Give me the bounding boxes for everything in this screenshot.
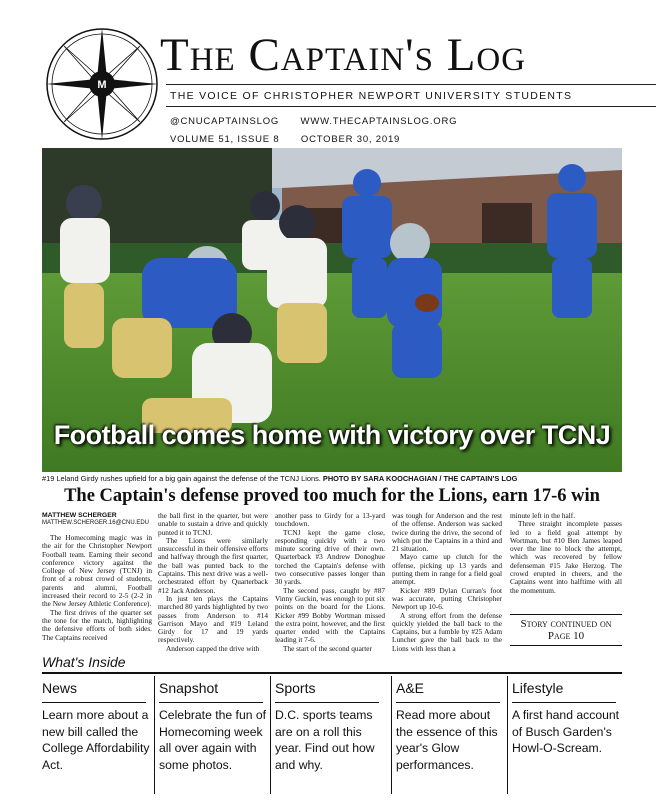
tagline: THE VOICE OF CHRISTOPHER NEWPORT UNIVERSITY STUDENTS bbox=[170, 90, 573, 102]
paragraph: TCNJ kept the game close, responding quickly with a two minute scoring drive of their own. Quarterback #3 Andrew Donoghue torched the Captain's defense with two consecutive passes longer than 30 yards. bbox=[275, 527, 385, 587]
photo-headline: Football comes home with victory over TCNJ bbox=[53, 420, 611, 450]
issue-line bbox=[170, 134, 418, 145]
paragraph: Anderson capped the drive with bbox=[166, 643, 260, 653]
social-line bbox=[170, 116, 475, 127]
author-email[interactable]: MATTHEW.SCHERGER.16@CNU.EDU bbox=[42, 520, 149, 526]
section-heading-rule bbox=[275, 702, 379, 703]
section-heading-rule bbox=[159, 702, 263, 703]
paragraph: another pass to Girdy for a 13-yard touchdown. bbox=[275, 511, 385, 529]
social-handle[interactable]: @CNUCAPTAINSLOG bbox=[170, 116, 280, 127]
issue-date: OCTOBER 30, 2019 bbox=[300, 134, 401, 145]
whats-inside-title: What's Inside bbox=[42, 654, 126, 670]
paragraph: The Homecoming magic was in the air for the Christopher Newport Football team. Earning their second conference victory against the College of New Jersey (TCNJ) in front of a robust crowd of students, parents and alumni, Football increased their record to 2-5 (2-2 in the New Jersey Athletic Conference). bbox=[42, 533, 152, 609]
svg-text:M: M bbox=[97, 79, 107, 91]
article-column-1 bbox=[42, 534, 152, 642]
section-heading: Sports bbox=[275, 680, 316, 696]
paragraph: The second pass, caught by #87 Vinny Guckin, was enough to put six points on the board for the Lions. Kicker #99 Bobby Wortman missed the extra point, however, and the first quarter ended with the Captains leading it 7-6. bbox=[275, 585, 385, 645]
section-teaser-snapshot[interactable] bbox=[154, 676, 267, 794]
section-heading: Lifestyle bbox=[512, 680, 564, 696]
article-column-3 bbox=[275, 512, 385, 653]
section-heading-rule bbox=[42, 702, 146, 703]
story-continued-link[interactable]: Story continued on Page 10 bbox=[510, 614, 622, 646]
section-teaser-text: Celebrate the fun of Homecoming week all over again with some photos. bbox=[159, 708, 267, 772]
paragraph: The start of the second quarter bbox=[283, 643, 372, 653]
masthead-rule bbox=[166, 84, 656, 85]
compass-rose-logo bbox=[44, 26, 160, 142]
paragraph: was tough for Anderson and the rest of the offense. Anderson was sacked twice during the drive, the second of which put the Captains in a third and 21 situation. bbox=[392, 511, 502, 554]
section-teaser-text: Read more about the essence of this year's Glow performances. bbox=[396, 708, 498, 772]
whats-inside-rule bbox=[42, 672, 622, 674]
section-heading-rule bbox=[512, 702, 616, 703]
section-teaser-news[interactable] bbox=[38, 676, 150, 794]
article-subhead: The Captain's defense proved too much for the Lions, earn 17-6 win bbox=[64, 486, 600, 506]
section-teaser-text: Learn more about a new bill called the College Affordability Act. bbox=[42, 708, 150, 772]
section-teaser-arts-entertainment[interactable] bbox=[391, 676, 504, 794]
paragraph: minute left in the half. bbox=[510, 511, 576, 520]
photo-credit: PHOTO BY SARA KOOCHAGIAN / THE CAPTAIN'S LOG bbox=[322, 474, 518, 483]
paragraph: The Lions were similarly unsuccessful in their offensive efforts and halfway through the first quarter, the ball was punted back to the Captains. This next drive was a well-orchestrated effort by Quarterback #12 Jack Anderson. bbox=[158, 535, 268, 595]
volume-issue: VOLUME 51, ISSUE 8 bbox=[170, 134, 280, 145]
paragraph: Mayo came up clutch for the offense, picking up 13 yards and putting them in range for a field goal attempt. bbox=[392, 552, 502, 587]
byline: MATTHEW SCHERGER bbox=[42, 512, 117, 519]
caption-text: #19 Leland Girdy rushes upfield for a big gain against the defense of the TCNJ Lions. bbox=[42, 474, 321, 483]
masthead-rule bbox=[166, 106, 656, 107]
section-teaser-text: A first hand account of Busch Garden's Howl-O-Scream. bbox=[512, 708, 620, 755]
paragraph: A strong effort from the defense quickly yielded the ball back to the Captains, but a fumble by #25 Adam Luncher gave the ball back to the Lions with less than a bbox=[392, 610, 502, 653]
section-teaser-sports[interactable] bbox=[270, 676, 383, 794]
photo-caption bbox=[42, 474, 622, 483]
paragraph: The first drives of the quarter set the tone for the match, highlighting the defensive efforts of both sides. The Captains received bbox=[42, 607, 152, 642]
paragraph: In just ten plays the Captains marched 80 yards highlighted by two passes from Anderson to #14 Garrison Mayo and #19 Leland Girdy for 17 and 19 yards respectively. bbox=[158, 593, 268, 645]
paragraph: Three straight incomplete passes led to a field goal attempt by Wortman, but #10 Ben James leaped over the line to block the attempt, which was recovered by fellow defenseman #15 Jake Herzog. The crowd erupted in cheers, and the Captains went into halftime with all the momentum. bbox=[510, 519, 622, 595]
paragraph: Kicker #89 Dylan Curran's foot was accurate, putting Christopher Newport up 10-6. bbox=[392, 585, 502, 612]
article-column-2 bbox=[158, 512, 268, 653]
section-teaser-lifestyle[interactable] bbox=[507, 676, 620, 794]
section-heading: A&E bbox=[396, 680, 425, 696]
section-heading: News bbox=[42, 680, 78, 696]
paragraph: the ball first in the quarter, but were unable to sustain a drive and quickly punted it to TCNJ. bbox=[158, 511, 268, 537]
newspaper-title: The Captain's Log bbox=[160, 29, 527, 81]
section-heading: Snapshot bbox=[159, 680, 219, 696]
article-column-4 bbox=[392, 512, 502, 653]
section-teaser-text: D.C. sports teams are on a roll this year. Find out how and why. bbox=[275, 708, 375, 772]
article-column-5 bbox=[510, 512, 622, 595]
website-link[interactable]: WWW.THECAPTAINSLOG.ORG bbox=[300, 116, 458, 127]
section-heading-rule bbox=[396, 702, 500, 703]
